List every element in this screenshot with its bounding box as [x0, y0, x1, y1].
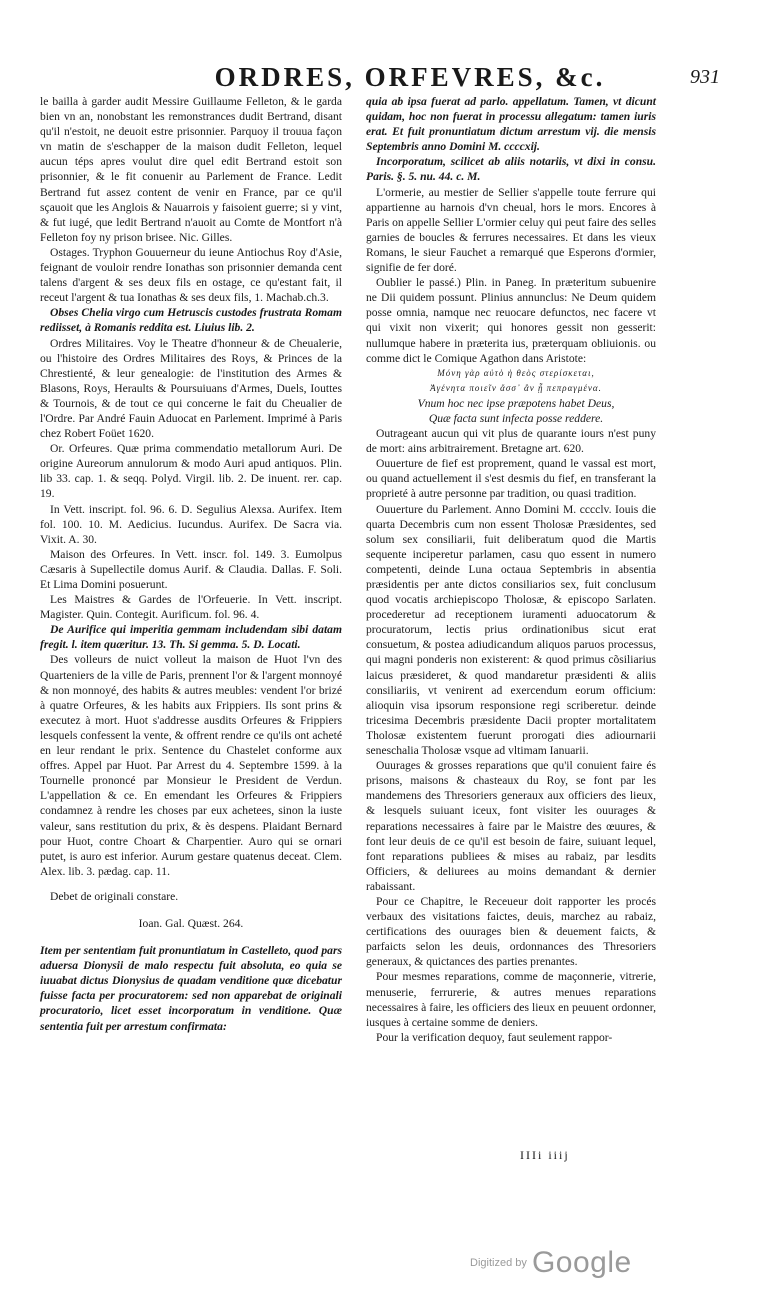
- page-number: 931: [690, 66, 720, 88]
- latin-verse: Vnum hoc nec ipse præpotens habet Deus,: [417, 396, 615, 410]
- paragraph: Pour ce Chapitre, le Receueur doit rapporter les procés verbaux des visitations faictes, deuis, marchez au rabaiz, certifications des ouurages bien & deuement faicts, & parfaicts selon les deuis, ordonnances des Thresoriers generaux, & quictances des parties prenantes.: [366, 894, 656, 969]
- paragraph: Ostages. Tryphon Gouuerneur du ieune Antiochus Roy d'Asie, feignant de vouloir rendre Ionathas son prisonnier demanda cent talens d'argent & ses deux fils en ostage, ce qu'estant fait, il receut l'argent & tua Ionathas & ses deux fils, 1. Machab.ch.3.: [40, 245, 342, 305]
- paragraph: Pour la verification dequoy, faut seulement rappor-: [376, 1030, 613, 1044]
- paragraph: Or. Orfeures. Quæ prima commendatio metallorum Auri. De origine Aureorum annulorum & modo Auri apud antiquos. Plin. lib 33. cap. 1. & seqq. Polyd. Virgil. lib. 2. De inuent. rer. cap. 19.: [40, 442, 342, 501]
- digitized-watermark: [470, 1246, 632, 1280]
- latin-citation: Obses Chelia virgo cum Hetruscis custodes frustrata Romam rediisset, à Romanis reddita est. Liuius lib. 2.: [40, 306, 342, 335]
- greek-verse: Μόνη γὰρ αὐτὸ ἡ θεὸς στερίσκεται,: [437, 367, 595, 378]
- reference: Ioan. Gal. Quæst. 264.: [138, 916, 244, 930]
- paragraph: Les Maistres & Gardes de l'Orfeuerie. In Vett. inscript. Magister. Quin. Contegit. Aurificum. fol. 96. 4.: [40, 593, 342, 622]
- left-column: [40, 94, 342, 1034]
- latin-citation: Incorporatum, scilicet ab aliis notariis, vt dixi in consu. Paris. §. 5. nu. 44. c. M.: [366, 155, 656, 184]
- latin-citation: De Aurifice qui imperitia gemmam includendam sibi datam fregit. l. item quæritur. 13. Th. Si gemma. 5. D. Locati.: [40, 623, 342, 652]
- running-title: ORDRES, ORFEVRES, &c.: [214, 62, 606, 92]
- paragraph: le bailla à garder audit Messire Guillaume Felleton, & le garda bien vn an, nonobstant les remonstrances dudit Bertrand, disant qu'il n'estoit, ne deuoit estre prisonnier. Parquoy il trouua façon vn matin de s'eschapper de la maison dudit Felleton, lequel aucun téps apres voulut dire quel edit Bertrand estoit son prisonnier, & le fit conuenir au Parlement de France. Ledit Bertrand fut assez content de venir en France, par ce qu'il sçauoit que les Anglois & Nauarrois y faisoient guerre; si y vint, & fut iugé, que ledit Bertrand n'auoit au Comte de Montfort n'à Felleton foy ny prison brisee. Nic. Gilles.: [40, 95, 342, 244]
- right-column: [366, 94, 656, 1045]
- paragraph: Outrageant aucun qui vit plus de quarante iours n'est puny de mort: ains arbitrairement. Bretagne art. 620.: [366, 427, 656, 456]
- page-header: [40, 62, 720, 96]
- latin-citation: quia ab ipsa fuerat ad parlo. appellatum. Tamen, vt dicunt quidam, hoc non fuerat in processu allegatum: tamen iuris erat. Et fuit pronuntiatum dictum arrestum vij. die mensis Septembris anno Domini M. ccccxij.: [366, 95, 656, 154]
- latin-verse: Quæ facta sunt infecta posse reddere.: [428, 411, 604, 425]
- paragraph: Debet de originali constare.: [50, 889, 179, 903]
- paragraph: L'ormerie, au mestier de Sellier s'appelle toute ferrure qui appartienne au harnois d'vn cheual, hors le mors. Encores à Paris on appelle Sellier L'ormier celuy qui peut faire des selles garnies de boucles & ferrures necessaires. Et dans les vieux Romans, le sieur Fauchet a remarqué que Esperons d'ormier, signifie de fer doré.: [366, 185, 656, 275]
- paragraph: Oublier le passé.) Plin. in Paneg. In præteritum subuenire ne Dii quidem possunt. Plinius annunclus: Ne Deum quidem posse omnia, namque nec reuocare defunctos, nec facere vt qui vixit non vixerit; qui honores gessit non gesserit: nullumque habere in præterita ius, præterquam obliuionis. ou comme dict le Comique Agathon dans Aristote:: [366, 276, 656, 365]
- paragraph: Des volleurs de nuict volleut la maison de Huot l'vn des Quarteniers de la ville de Paris, prennent l'or & l'argent monnoyé & non monnoyé, des habits & autres meubles: vendent l'or brizé à quatre Orfeures, & les habits aux Frippiers. Ils sont prins & executez à mort. Huot s'addresse ausdits Orfeures & Frippiers lesquels confessent la vente, & offrent rendre ce qu'ils ont acheté en leur rendant le prix. Sentence du Chastelet conforme aux offres. Appel par Huot. Par Arrest du 4. Septembre 1599. à la Tournelle prononcé par Monsieur le President de Verdun. L'appellation & ce. En emendant les Orfeures & Frippiers condamnez à rendre les choses par eux achetees, sinon la iuste valeur, sans restitution du prix, & ès despens. Plaidant Bernard pour Huot, contre Choart & Charpentier. Auro qui se ornari putet, is auro est inferior. Aurum gestare quatenus deceat. Clem. Alex. lib. 3. pædag. cap. 11.: [40, 653, 342, 878]
- watermark-prefix: Digitized by: [470, 1257, 527, 1269]
- paragraph: Pour mesmes reparations, comme de maçonnerie, vitrerie, menuserie, ferrurerie, & autres menues reparations necessaires à faire, les officiers des lieux en peuuent ordonner, iusques à certaine somme de deniers.: [366, 970, 656, 1029]
- paragraph: Ouurages & grosses reparations que qu'il conuient faire és prisons, maisons & chasteaux du Roy, se font par les mandemens des Thresoriers generaux aux officiers des lieux, & lesquels suiuant iceux, font visiter les ouurages & reparations necessaires à faire par le Maistre des œuures, & font leur deuis de ce qu'il est besoin de faire, suiuant lequel, font reparations publiees & mises au rabaiz, par lesdits Officiers, & deliurees au moins demandant & dernier rabaissant.: [366, 759, 656, 893]
- paragraph: Ouuerture du Parlement. Anno Domini M. cccclv. Iouis die quarta Decembris cum non essent Tholosæ Præsidentes, sed solum sex consiliarii, fuit deliberatum quod die Martis sequente inciperetur parlamen, casu quo essent in numero competenti, deinde Luna octaua Septembris in absentia præsidentis per ante dictos consiliarios sex, fuit conclusum quod vocatis archiepiscopo Tholosæ, & episcopo Sarlaten. procederetur ad receptionem iuramenti aduocatorum & procuratorum, lectis prius ordinationibus sicut erat consuetum, & postea adiudicandum aliquos paruos processus, qui magni ponderis non existerent: & quod primus cõsiliarius laicus præsideret, & quod mandaretur præsidenti & aliis consiliariis, vt venirent ad exercendum eorum officium: alioquin visa ipsorum responsione regi scriberetur. deinde tricesima Decembris præsidente Dacii propter mortalitatem Tholosæ existentem fuerunt prorogati dies adiournarii seneschalia Tholosæ vsque ad vltimam Ianuarii.: [366, 502, 656, 758]
- paragraph: In Vett. inscript. fol. 96. 6. D. Segulius Alexsa. Aurifex. Item fol. 100. 10. M. Aedicius. Iucundus. Aurifex. De Sacra via. Vixit. A. 30.: [40, 502, 342, 546]
- google-logo: Google: [531, 1246, 632, 1279]
- signature-mark: IIIi iiij: [520, 1148, 570, 1162]
- paragraph: Ordres Militaires. Voy le Theatre d'honneur & de Cheualerie, ou l'histoire des Ordres Militaires des Roys, & Princes de la Chrestienté, & leur genealogie: de l'institution des Armes & Blasons, Roys, Heraults & Poursuiuans d'Armes, Duels, Iouttes & Tournois, & de tout ce qui concerne le fait du Cheualier de l'Ordre. Par André Fauin Aduocat en Parlement. Imprimé à Paris chez Robert Foüet 1620.: [40, 336, 342, 441]
- latin-citation: Item per sententiam fuit pronuntiatum in Castelleto, quod pars aduersa Dionysii de malo respectu fuit absoluta, eo quia se iuuabat dictus Dionysius de quadam venditione quæ dicebatur fuisse facta per procuratorem: sed non apparebat de originali procuratorio, licet esset incorporatum in venditione. Quæ sententia fuit per arrestum confirmata:: [40, 944, 342, 1033]
- greek-verse: Ἀγένητα ποιεῖν ἅσσ᾽ ἂν ᾖ πεπραγμένα.: [430, 382, 602, 393]
- paragraph: Ouuerture de fief est proprement, quand le vassal est mort, ou quand actuellement il s'est desmis du fief, en transferant la proprieté à autre personne par tradition, ou quasi tradition.: [366, 457, 656, 501]
- paragraph: Maison des Orfeures. In Vett. inscr. fol. 149. 3. Eumolpus Cæsaris à Supellectile domus Aurif. & Claudia. Dallas. F. Soli. Et Lima Domini posuerunt.: [40, 547, 342, 591]
